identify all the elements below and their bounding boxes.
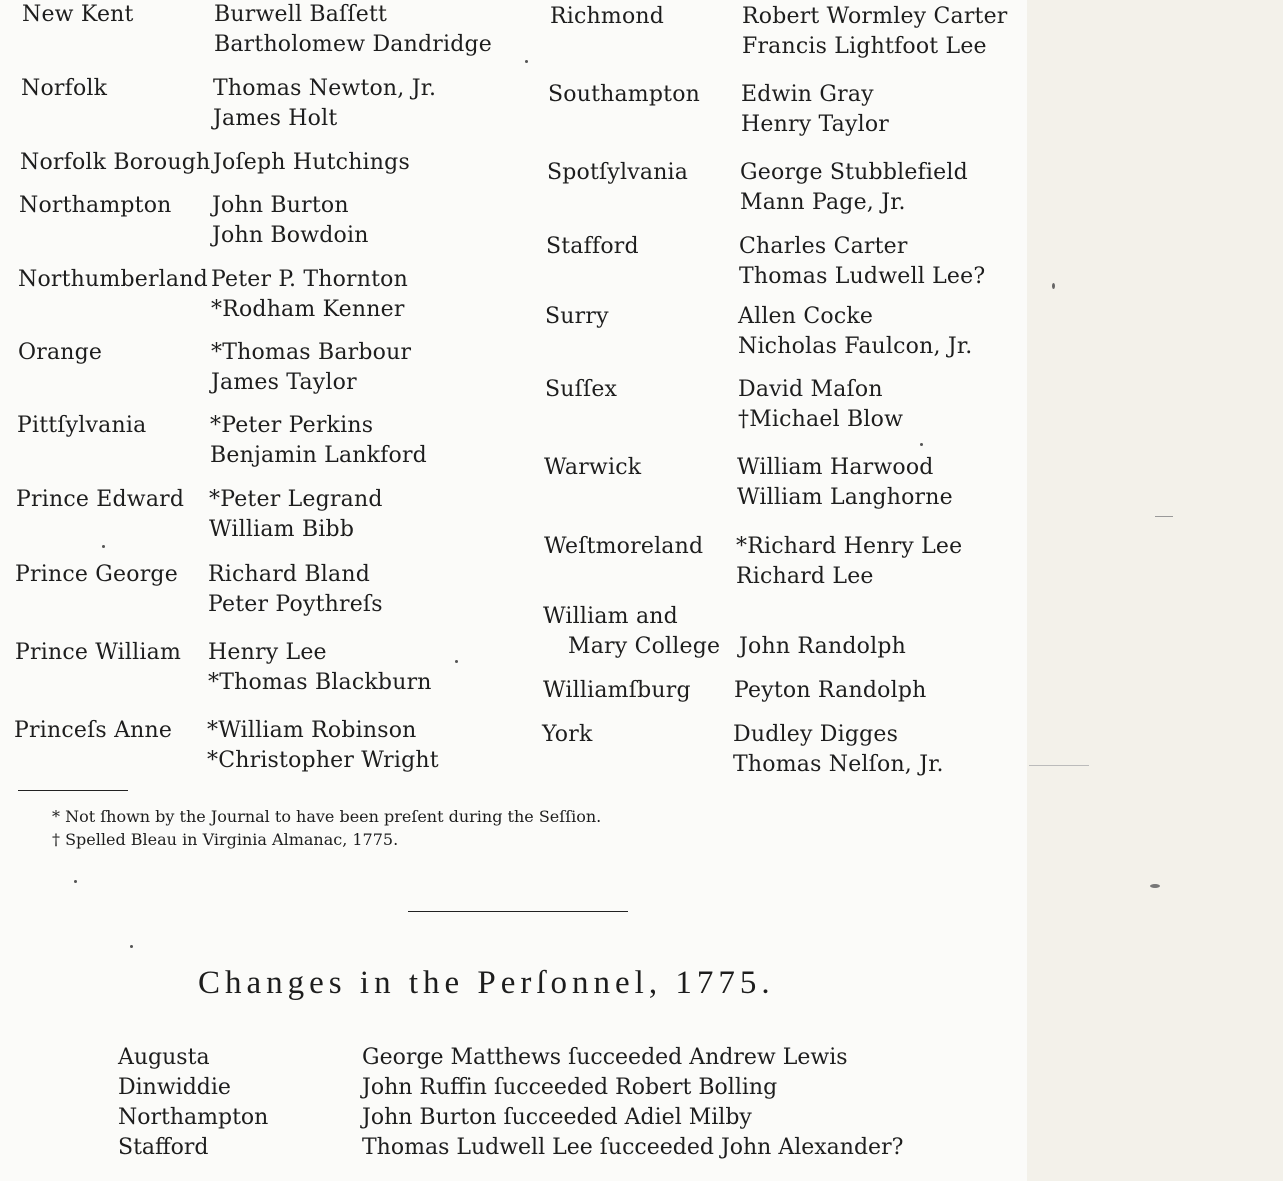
scan-margin [1027,0,1283,1181]
scan-speck [130,945,133,948]
change-text: John Ruffin ſucceeded Robert Bolling [362,1075,778,1100]
scan-speck [102,545,105,548]
county-name: Spotſylvania [547,160,689,185]
member-name: Richard Lee [736,564,874,589]
county-name: Orange [18,340,103,365]
member-name: Bartholomew Dandridge [214,32,492,57]
section-divider [408,911,628,912]
footnote-asterisk: * Not ſhown by the Journal to have been preſent during the Seſſion. [52,807,602,826]
scan-speck [455,660,458,663]
member-name: William Langhorne [737,485,953,510]
member-name: Benjamin Lankford [210,443,427,468]
member-name: Edwin Gray [741,82,874,107]
scan-speck [920,443,923,446]
member-name: John Bowdoin [212,223,369,248]
scan-speck [1150,884,1160,888]
county-name: Prince Edward [16,487,185,512]
section-title: Changes in the Perſonnel, 1775. [198,965,775,1001]
member-name: Allen Cocke [738,304,874,329]
member-name: *Rodham Kenner [211,297,405,322]
county-name: York [542,722,593,747]
footnotes [52,805,601,851]
member-name: Peter P. Thornton [211,267,408,292]
change-text: George Matthews ſucceeded Andrew Lewis [362,1045,848,1070]
county-name: Princeſs Anne [14,718,173,743]
member-name: Richard Bland [208,562,370,587]
county-name: Richmond [550,4,665,29]
member-name: Thomas Ludwell Lee? [739,264,986,289]
county-name: New Kent [22,2,134,27]
member-name: Mann Page, Jr. [740,190,906,215]
member-name: *Peter Perkins [210,413,374,438]
county-name: Prince George [15,562,178,587]
county-name: Norfolk Borough [20,150,211,175]
member-name: Peyton Randolph [734,678,927,703]
scan-speck [74,880,77,883]
member-name: James Holt [213,106,338,131]
county-name: Surry [545,304,609,329]
change-row [118,1133,978,1163]
member-name: Dudley Digges [733,722,899,747]
member-name: William Bibb [209,517,355,542]
scan-speck [1029,765,1089,766]
county-name: Prince William [15,640,182,665]
member-name: William Harwood [737,455,934,480]
member-name: Henry Taylor [741,112,890,137]
county-name: Stafford [546,234,639,259]
change-county: Stafford [118,1135,209,1160]
change-row [118,1043,978,1073]
scan-speck [1052,283,1055,289]
member-name: George Stubblefield [740,160,968,185]
county-name: Northampton [19,193,172,218]
footnote-divider [18,790,128,791]
member-name: David Maſon [738,377,883,402]
member-name: Thomas Nelſon, Jr. [733,752,944,777]
county-name: Weſtmoreland [544,534,704,559]
member-name: Joſeph Hutchings [213,150,410,175]
scan-speck [1155,516,1173,517]
county-name: Southampton [548,82,701,107]
change-row [118,1103,978,1133]
change-county: Dinwiddie [118,1075,231,1100]
county-name: Northumberland [18,267,208,292]
county-name-line2: Mary College [568,634,721,659]
member-name: *Christopher Wright [207,748,439,773]
member-name: Robert Wormley Carter [742,4,1008,29]
county-name: Suſſex [545,377,618,402]
member-name: Francis Lightfoot Lee [742,34,987,59]
member-name: Peter Poythreſs [208,592,383,617]
change-county: Northampton [118,1105,269,1130]
member-name: Thomas Newton, Jr. [213,76,437,101]
member-name: *Thomas Barbour [211,340,412,365]
county-name: Norfolk [21,76,108,101]
member-name: Nicholas Faulcon, Jr. [738,334,973,359]
footnote-dagger: † Spelled Bleau in Virginia Almanac, 1775. [52,830,399,849]
county-name: Warwick [544,455,642,480]
change-text: Thomas Ludwell Lee ſucceeded John Alexander? [362,1135,904,1160]
scan-speck [525,60,528,63]
change-text: John Burton ſucceeded Adiel Milby [362,1105,752,1130]
county-name: William and [543,604,678,629]
member-name: *Richard Henry Lee [736,534,963,559]
member-name: John Randolph [739,634,906,659]
member-name: *Thomas Blackburn [208,670,432,695]
member-name: Charles Carter [739,234,908,259]
change-county: Augusta [118,1045,210,1070]
member-name: Burwell Baſſett [214,2,388,27]
member-name: John Burton [212,193,349,218]
member-name: James Taylor [211,370,357,395]
member-name: *William Robinson [207,718,417,743]
county-name: Williamſburg [543,678,691,703]
change-row [118,1073,978,1103]
member-name: *Peter Legrand [209,487,383,512]
county-name: Pittſylvania [17,413,147,438]
member-name: †Michael Blow [738,407,904,432]
member-name: Henry Lee [208,640,327,665]
